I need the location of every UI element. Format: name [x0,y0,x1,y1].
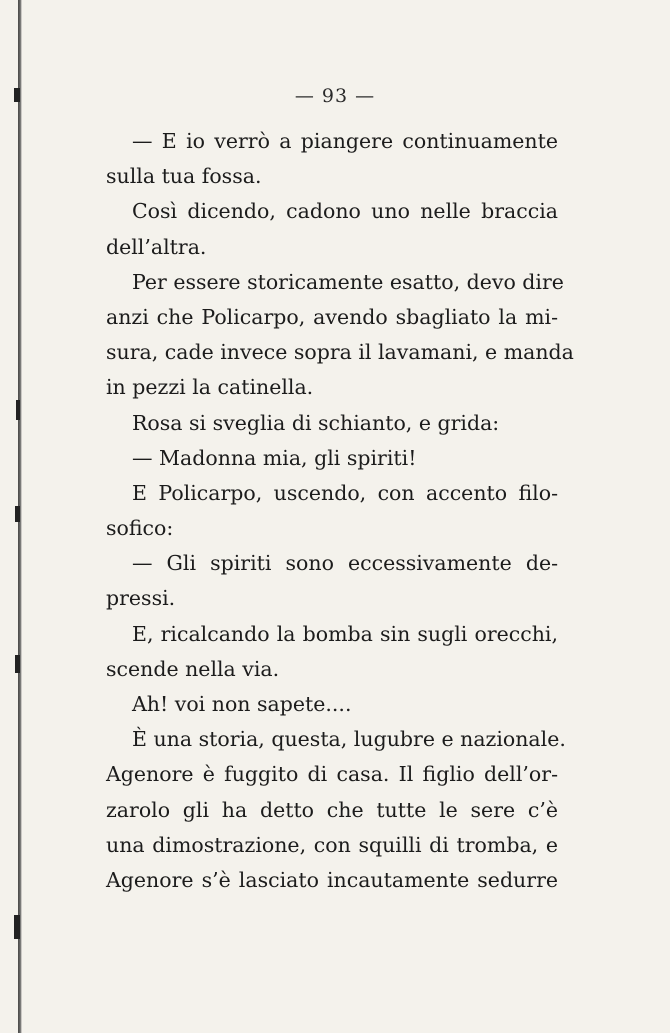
text-line: E Policarpo, uscendo, con accento filo- [132,480,558,505]
text-line: Agenore s’è lasciato incautamente sedurre [106,867,558,892]
binding-mark [16,400,20,420]
binding-mark [15,506,20,522]
text-line: una dimostrazione, con squilli di tromba, e [106,832,558,857]
text-line: dell’altra. [106,234,207,259]
text-line: Per essere storicamente esatto, devo dire [132,269,564,294]
text-line: sulla tua fossa. [106,164,262,189]
text-line: in pezzi la catinella. [106,375,314,400]
text-line: Rosa si sveglia di schianto, e grida: [132,410,500,435]
binding-mark [14,915,20,939]
binding-mark [15,655,20,673]
text-line: — E io verrò a piangere continuamente [132,129,558,153]
text-line: anzi che Policarpo, avendo sbagliato la mi- [106,304,558,329]
text-line: — Madonna mia, gli spiriti! [132,445,417,470]
body-text [106,124,574,898]
text-line: È una storia, questa, lugubre e nazionale. [132,727,566,752]
text-line: Agenore è fuggito di casa. Il figlio dell’or- [106,762,558,787]
text-line: Così dicendo, cadono uno nelle braccia [132,199,558,224]
text-line: scende nella via. [106,656,280,681]
text-line: Ah! voi non sapete.... [132,692,352,716]
text-line: pressi. [106,586,176,611]
page-number: — 93 — [294,85,376,107]
text-line: E, ricalcando la bomba sin sugli orecchi, [132,621,558,646]
text-line: — Gli spiriti sono eccessivamente de- [132,551,558,576]
text-line: sura, cade invece sopra il lavamani, e manda [106,340,574,365]
text-line: zarolo gli ha detto che tutte le sere c’è [106,797,558,822]
text-line: sofico: [106,516,174,541]
